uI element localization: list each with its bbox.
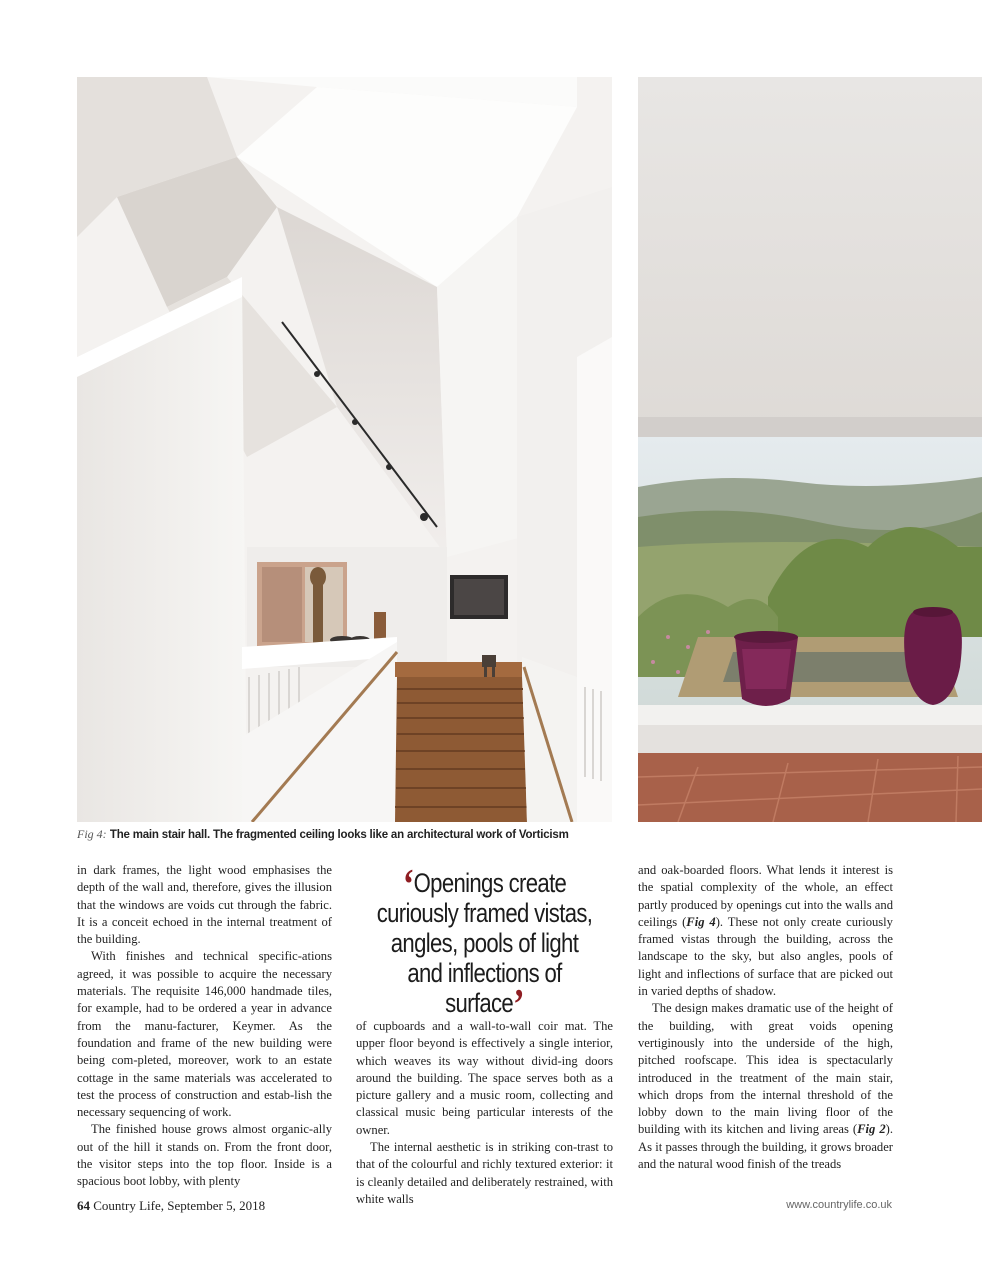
close-quote-mark: ’ xyxy=(513,982,524,1028)
caption-text: The main stair hall. The fragmented ceiling looks like an architectural work of Vorticism xyxy=(109,829,569,841)
figure-reference: Fig 4 xyxy=(686,914,716,929)
text-run: The design makes dramatic use of the height of the building, with great voids opening vertiginously into the underside of the high, pitched roofscape. This idea is spectacularly introduced in the treatment of the main stair, which drops from the internal threshold of the lobby down to the main living floor of the building with its kitchen and living areas ( xyxy=(638,1001,893,1137)
pull-quote-text: Openings create curiously framed vistas, angles, pools of light and inflections of surface xyxy=(376,868,593,1018)
text-run: and oak-boarded floors. What lends it interest is the spatial complexity of the whole, an effect partly produced by openings cut into the walls and ceilings ( xyxy=(638,863,893,929)
publication-info: Country Life, September 5, 2018 xyxy=(93,1198,266,1213)
paragraph: in dark frames, the light wood emphasises the depth of the wall and, therefore, gives the illusion that the windows are voids cut through the fabric. It is a conceit echoed in the internal treatment of the building. xyxy=(77,863,332,947)
paragraph xyxy=(638,1000,893,1173)
paragraph: of cupboards and a wall-to-wall coir mat. The upper floor beyond is effectively a single interior, which weaves its way without divid-ing doors around the building. The space serves both as a picture gallery and a music room, collecting and classical music being particular interests of the owner. xyxy=(356,1019,613,1137)
text-column-2 xyxy=(356,1018,613,1208)
paragraph: With finishes and technical specific-ations agreed, it was possible to acquire the necessary materials. The requisite 146,000 handmade tiles, for example, had to be ordered a year in advance from the manu-facturer, Keymer. As the foundation and frame of the new building were being com-pleted, moreover, work to an estate cottage in the same materials was accelerated to test the process of construction and estab-lish the necessary sequencing of work. xyxy=(77,949,332,1120)
paragraph: The internal aesthetic is in striking con-trast to that of the colourful and richly textured exterior: it is cleanly detailed and deliberately restrained, with white walls xyxy=(356,1140,613,1206)
window-view-photo xyxy=(638,77,982,822)
page-footer xyxy=(77,1198,265,1214)
paragraph: The finished house grows almost organic-ally out of the hill it stands on. From the front door, the visitor steps into the top floor. Inside is a spacious boot lobby, with plenty xyxy=(77,1122,332,1189)
text-run: ). These not only create curiously framed vistas through the building, across the landscape to the sky, but also angles, pools of light and inflections of surface that are picked out in varied depths of shadow. xyxy=(638,914,893,999)
pull-quote xyxy=(376,862,593,1028)
page-number: 64 xyxy=(77,1198,90,1213)
figure-reference: Fig 2 xyxy=(857,1122,886,1137)
paragraph xyxy=(638,862,893,1000)
text-run: ). As it passes through the building, it grows broader and the natural wood finish of the treads xyxy=(638,1122,893,1172)
text-column-3 xyxy=(638,862,893,1173)
window-view-illustration xyxy=(638,77,982,822)
open-quote-mark: ‘ xyxy=(402,862,414,908)
stair-hall-photo xyxy=(77,77,612,822)
figure-caption xyxy=(77,827,697,842)
website-url: www.countrylife.co.uk xyxy=(786,1199,892,1211)
stair-hall-illustration xyxy=(77,77,612,822)
figure-number: Fig 4: xyxy=(77,827,107,841)
text-column-1 xyxy=(77,862,332,1191)
